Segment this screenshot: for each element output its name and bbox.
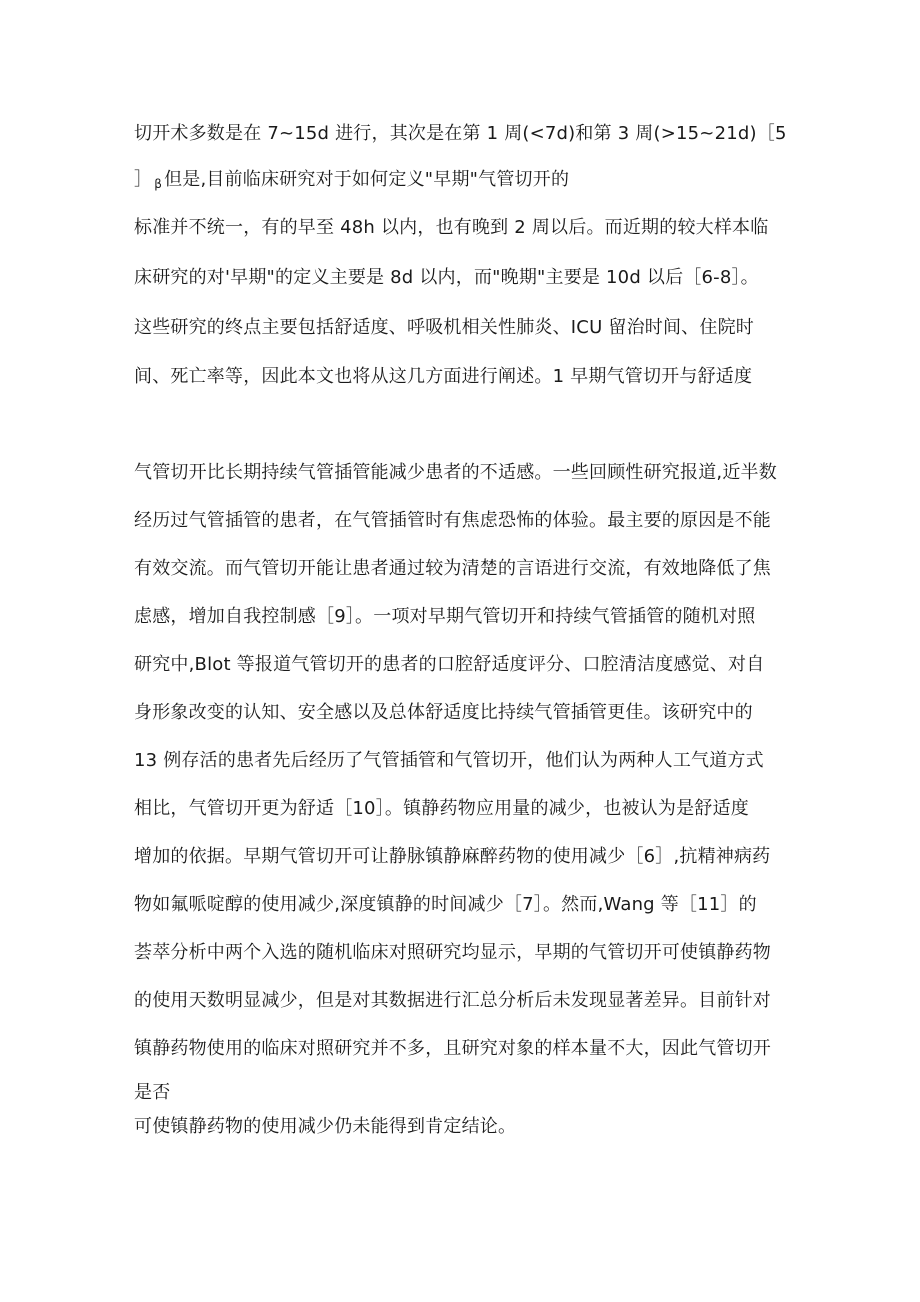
text-line: 床研究的对'早期"的定义主要是 8d 以内，而"晚期"主要是 10d 以后［6-8］。 (134, 267, 759, 288)
text-line: 增加的依据。早期气管切开可让静脉镇静麻醉药物的使用减少［6］,抗精神病药 (134, 846, 771, 867)
text-line: 的使用天数明显减少，但是对其数据进行汇总分析后未发现显著差异。目前针对 (134, 990, 771, 1011)
text-line: 切开术多数是在 7~15d 进行，其次是在第 1 周(<7d)和第 3 周(>15~21d)［5 (134, 123, 787, 144)
text-line: 物如氟哌啶醇的使用减少,深度镇静的时间减少［7］。然而,Wang 等［11］的 (134, 894, 757, 915)
text-line: 荟萃分析中两个入选的随机临床对照研究均显示，早期的气管切开可使镇静药物 (134, 942, 771, 963)
text-line: 镇静药物使用的临床对照研究并不多，且研究对象的样本量不大，因此气管切开 (134, 1038, 771, 1059)
text-line: 相比，气管切开更为舒适［10］。镇静药物应用量的减少，也被认为是舒适度 (134, 798, 749, 819)
text-line (134, 168, 569, 196)
text-line: 间、死亡率等，因此本文也将从这几方面进行阐述。1 早期气管切开与舒适度 (134, 366, 753, 387)
text-line: 有效交流。而气管切开能让患者通过较为清楚的言语进行交流，有效地降低了焦 (134, 558, 771, 579)
text-line: 标准并不统一，有的早至 48h 以内，也有晚到 2 周以后。而近期的较大样本临 (134, 217, 769, 238)
text-span: ］ (134, 169, 153, 190)
text-line: 虑感，增加自我控制感［9］。一项对早期气管切开和持续气管插管的随机对照 (134, 606, 756, 627)
text-line: 是否 (134, 1082, 171, 1103)
text-line: 可使镇静药物的使用减少仍未能得到肯定结论。 (134, 1116, 517, 1137)
text-line: 身形象改变的认知、安全感以及总体舒适度比持续气管插管更佳。该研究中的 (134, 702, 753, 723)
text-line: 经历过气管插管的患者，在气管插管时有焦虑恐怖的体验。最主要的原因是不能 (134, 510, 771, 531)
text-line: 13 例存活的患者先后经历了气管插管和气管切开，他们认为两种人工气道方式 (134, 750, 764, 771)
text-line: 气管切开比长期持续气管插管能减少患者的不适感。一些回顾性研究报道,近半数 (134, 462, 777, 483)
text-line: 研究中,Blot 等报道气管切开的患者的口腔舒适度评分、口腔清洁度感觉、对自 (134, 654, 765, 675)
text-line: 这些研究的终点主要包括舒适度、呼吸机相关性肺炎、ICU 留治时间、住院时 (134, 317, 754, 338)
subscript-mark: β (154, 177, 163, 191)
text-span: 但是,目前临床研究对于如何定义"早期"气管切开的 (164, 169, 570, 190)
